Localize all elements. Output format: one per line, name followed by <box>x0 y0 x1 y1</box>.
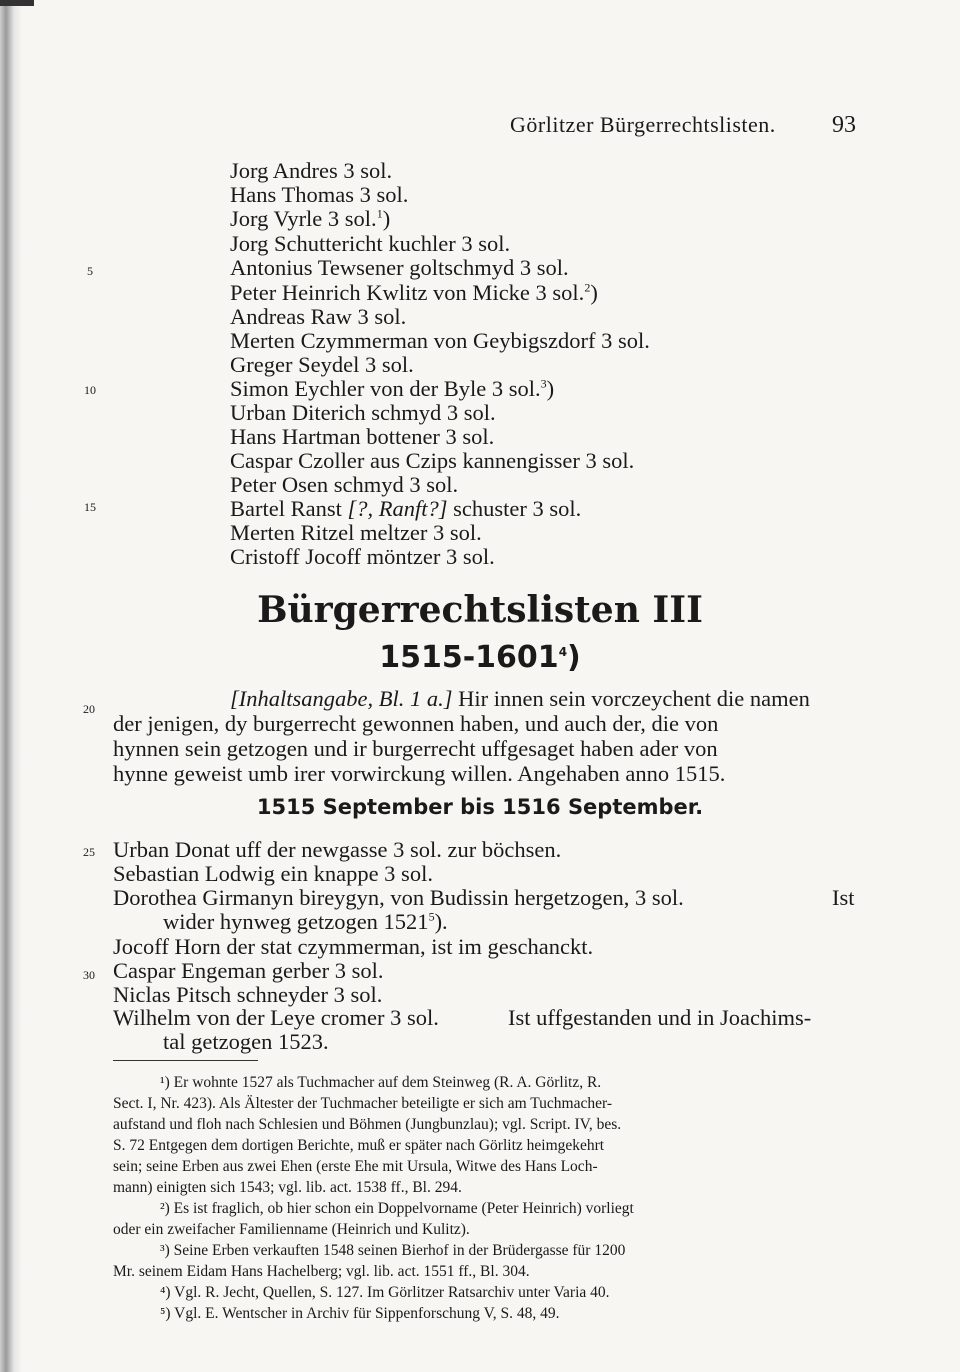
list-entry: Wilhelm von der Leye cromer 3 sol. <box>113 1005 439 1030</box>
footnote-1: S. 72 Entgegen dem dortigen Berichte, muß er später nach Görlitz heimgekehrt <box>113 1137 605 1154</box>
footnote-1: Sect. I, Nr. 423). Als Ältester der Tuchmacher beteiligte er sich am Tuchmacher- <box>113 1095 613 1112</box>
footnote-4: ⁴) Vgl. R. Jecht, Quellen, S. 127. Im Görlitzer Ratsarchiv unter Varia 40. <box>160 1284 610 1301</box>
list-entry: Merten Czymmerman von Geybigszdorf 3 sol. <box>230 328 650 353</box>
line-number-15: 15 <box>84 500 96 514</box>
footnote-ref: 5 <box>428 909 435 924</box>
footnote-1: mann) einigten sich 1543; vgl. lib. act. 1538 ff., Bl. 294. <box>113 1179 462 1196</box>
list-entry: Jorg Vyrle 3 sol.$^1$) <box>230 206 391 231</box>
list-entry: Andreas Raw 3 sol. <box>230 304 407 329</box>
list-entry: Bartel Ranst [?, Ranft?] schuster 3 sol. <box>230 496 582 521</box>
running-title: Görlitzer Bürgerrechtslisten. <box>510 112 776 137</box>
list-entry-continuation: wider hynweg getzogen 1521$^5$). <box>163 909 448 934</box>
line-number-30: 30 <box>83 968 95 982</box>
list-entry-continuation: Ist uffgestanden und in Joachims- <box>508 1005 812 1030</box>
list-entry: Urban Diterich schmyd 3 sol. <box>230 400 496 425</box>
list-entry: Jorg Andres 3 sol. <box>230 158 393 183</box>
intro-line: [Inhaltsangabe, Bl. 1 a.] Hir innen sein vorczeychent die namen <box>230 686 810 711</box>
list-entry: Peter Osen schmyd 3 sol. <box>230 472 459 497</box>
footnote-3: ³) Seine Erben verkauften 1548 seinen Bierhof in der Brüdergasse für 1200 <box>160 1242 626 1259</box>
footnote-rule <box>113 1060 258 1061</box>
list-entry: Dorothea Girmanyn bireygyn, von Budissin hergetzogen, 3 sol. <box>113 885 684 910</box>
list-entry: Simon Eychler von der Byle 3 sol.$^3$) <box>230 376 555 401</box>
section-years: 1515-1601$^4$) <box>379 640 581 675</box>
list-entry: Hans Thomas 3 sol. <box>230 182 409 207</box>
line-number-5: 5 <box>87 264 93 278</box>
list-entry: Hans Hartman bottener 3 sol. <box>230 424 495 449</box>
list-entry: Caspar Engeman gerber 3 sol. <box>113 958 384 983</box>
list-entry: Sebastian Lodwig ein knappe 3 sol. <box>113 861 433 886</box>
period-heading: 1515 September bis 1516 September. <box>256 795 704 819</box>
footnote-ref: 1 <box>376 206 383 221</box>
list-entry: Cristoff Jocoff möntzer 3 sol. <box>230 544 495 569</box>
footnote-ref: 3 <box>540 376 547 391</box>
footnote-1: aufstand und floh nach Schlesien und Böhmen (Jungbunzlau); vgl. Script. IV, bes. <box>113 1116 622 1133</box>
line-number-25: 25 <box>83 845 95 859</box>
list-entry: Caspar Czoller aus Czips kannengisser 3 sol. <box>230 448 635 473</box>
source-reference: [Inhaltsangabe, Bl. 1 a.] <box>230 686 453 711</box>
footnote-ref: 4 <box>558 645 568 659</box>
running-header <box>0 112 960 140</box>
book-binding-edge <box>0 0 22 1372</box>
footnote-1: sein; seine Erben aus zwei Ehen (erste Ehe mit Ursula, Witwe des Hans Loch- <box>113 1158 598 1175</box>
list-entry: Jorg Schuttericht kuchler 3 sol. <box>230 231 511 256</box>
list-entry: Antonius Tewsener goltschmyd 3 sol. <box>230 255 569 280</box>
list-entry-continuation: tal getzogen 1523. <box>163 1029 329 1054</box>
footnote-1: ¹) Er wohnte 1527 als Tuchmacher auf dem Steinweg (R. A. Görlitz, R. <box>160 1074 602 1091</box>
list-entry: Greger Seydel 3 sol. <box>230 352 414 377</box>
line-number-10: 10 <box>84 383 96 397</box>
list-entry: Merten Ritzel meltzer 3 sol. <box>230 520 482 545</box>
footnote-3: Mr. seinem Eidam Hans Hachelberg; vgl. lib. act. 1551 ff., Bl. 304. <box>113 1263 530 1280</box>
intro-line: hynne geweist umb irer vorwirckung willen. Angehaben anno 1515. <box>113 761 726 786</box>
list-entry: Urban Donat uff der newgasse 3 sol. zur böchsen. <box>113 837 562 862</box>
list-entry-continuation: Ist <box>832 885 855 910</box>
line-number-20: 20 <box>83 702 95 716</box>
page-number: 93 <box>832 112 856 138</box>
intro-line: hynnen sein getzogen und ir burgerrecht uffgesaget haben ader von <box>113 736 718 761</box>
footnote-2: oder ein zweifacher Familienname (Heinrich und Kulitz). <box>113 1221 470 1238</box>
binding-mark <box>0 0 34 6</box>
list-entry: Peter Heinrich Kwlitz von Micke 3 sol.$^2$) <box>230 280 598 305</box>
footnote-2: ²) Es ist fraglich, ob hier schon ein Doppelvorname (Peter Heinrich) vorliegt <box>160 1200 634 1217</box>
footnote-5: ⁵) Vgl. E. Wentscher in Archiv für Sippenforschung V, S. 48, 49. <box>160 1305 560 1322</box>
section-title: Bürgerrechtslisten III <box>257 589 703 631</box>
footnote-ref: 2 <box>584 280 591 295</box>
list-entry: Niclas Pitsch schneyder 3 sol. <box>113 982 383 1007</box>
list-entry: Jocoff Horn der stat czymmerman, ist im geschanckt. <box>113 934 594 959</box>
intro-line: der jenigen, dy burgerrecht gewonnen haben, und auch der, die von <box>113 711 719 736</box>
